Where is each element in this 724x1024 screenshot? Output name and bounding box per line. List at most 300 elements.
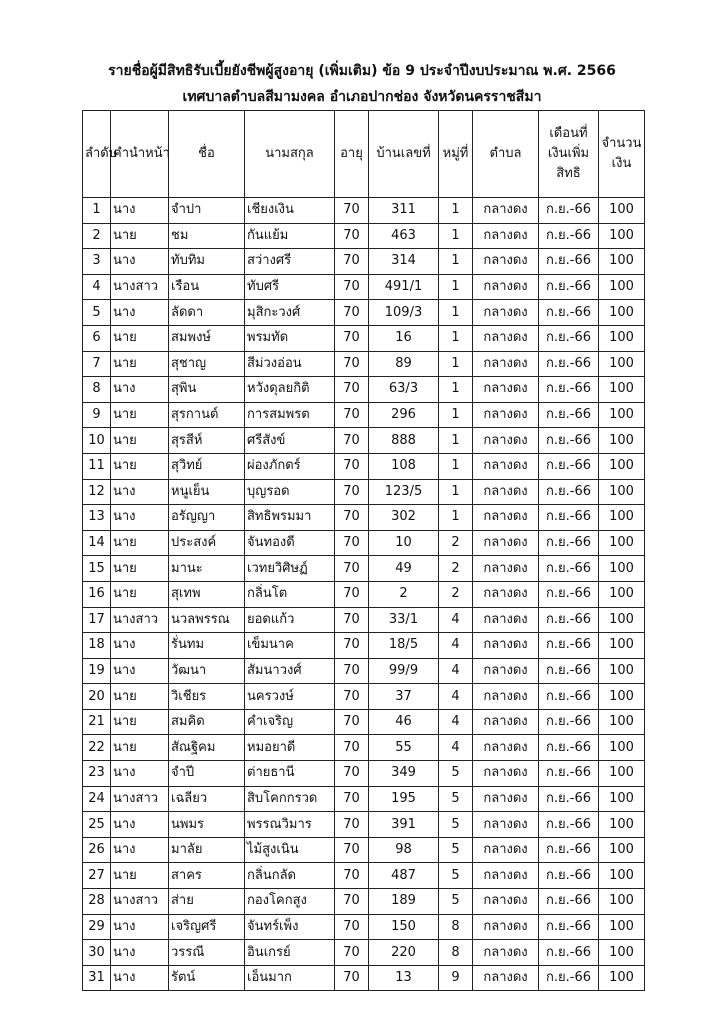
cell-month: ก.ย.-66 [539,556,599,582]
cell-age: 70 [335,889,369,915]
cell-moo: 1 [439,274,473,300]
table-row [83,377,645,403]
cell-no: 30 [83,940,111,966]
cell-house-number: 349 [369,761,439,787]
cell-amount: 100 [599,889,645,915]
cell-prefix: นาย [111,453,169,479]
cell-age: 70 [335,274,369,300]
cell-amount: 100 [599,351,645,377]
cell-last-name: สิทธิพรมมา [245,505,335,531]
cell-age: 70 [335,402,369,428]
cell-amount: 100 [599,607,645,633]
cell-age: 70 [335,351,369,377]
cell-house-number: 98 [369,837,439,863]
cell-prefix: นาย [111,684,169,710]
cell-amount: 100 [599,812,645,838]
header-month [539,111,599,198]
cell-last-name: สัมนาวงศ์ [245,658,335,684]
table-row [83,914,645,940]
cell-first-name: ส่าย [169,889,245,915]
cell-amount: 100 [599,556,645,582]
table-row [83,505,645,531]
cell-tambon: กลางดง [473,556,539,582]
cell-last-name: สิบโคกกรวด [245,786,335,812]
cell-tambon: กลางดง [473,761,539,787]
header-house-number: บ้านเลขที่ [369,111,439,198]
cell-prefix: นาง [111,479,169,505]
cell-amount: 100 [599,198,645,224]
cell-first-name: วรรณี [169,940,245,966]
cell-last-name: ศรีสังข์ [245,428,335,454]
cell-last-name: เข็มนาค [245,633,335,659]
cell-prefix: นาง [111,198,169,224]
cell-house-number: 46 [369,709,439,735]
table-row [83,889,645,915]
cell-prefix: นาง [111,965,169,991]
cell-month: ก.ย.-66 [539,812,599,838]
cell-house-number: 109/3 [369,300,439,326]
cell-no: 9 [83,402,111,428]
cell-first-name: ชม [169,223,245,249]
cell-first-name: สุชาญ [169,351,245,377]
cell-tambon: กลางดง [473,863,539,889]
cell-tambon: กลางดง [473,325,539,351]
cell-amount: 100 [599,914,645,940]
cell-amount: 100 [599,735,645,761]
cell-tambon: กลางดง [473,223,539,249]
cell-amount: 100 [599,581,645,607]
cell-age: 70 [335,735,369,761]
cell-house-number: 311 [369,198,439,224]
cell-first-name: มานะ [169,556,245,582]
cell-moo: 1 [439,402,473,428]
table-row [83,274,645,300]
cell-moo: 1 [439,505,473,531]
table-row [83,223,645,249]
cell-moo: 1 [439,351,473,377]
cell-no: 8 [83,377,111,403]
cell-no: 5 [83,300,111,326]
cell-prefix: นาง [111,633,169,659]
cell-moo: 5 [439,786,473,812]
cell-moo: 4 [439,633,473,659]
cell-age: 70 [335,863,369,889]
cell-house-number: 49 [369,556,439,582]
cell-no: 25 [83,812,111,838]
cell-age: 70 [335,453,369,479]
table-body [83,198,645,991]
cell-prefix: นาง [111,914,169,940]
cell-first-name: วัฒนา [169,658,245,684]
cell-first-name: สุพิน [169,377,245,403]
cell-house-number: 55 [369,735,439,761]
cell-last-name: ผ่องภักดร์ [245,453,335,479]
cell-prefix: นาง [111,761,169,787]
cell-amount: 100 [599,837,645,863]
cell-month: ก.ย.-66 [539,505,599,531]
cell-prefix: นางสาว [111,889,169,915]
header-amount-line1: จำนวน [601,135,642,151]
cell-last-name: ต่ายธานี [245,761,335,787]
cell-house-number: 189 [369,889,439,915]
cell-prefix: นาย [111,223,169,249]
cell-age: 70 [335,223,369,249]
table-row [83,709,645,735]
cell-last-name: เวทยวิศิษฏ์ [245,556,335,582]
cell-month: ก.ย.-66 [539,607,599,633]
cell-no: 15 [83,556,111,582]
cell-no: 17 [83,607,111,633]
cell-amount: 100 [599,274,645,300]
cell-tambon: กลางดง [473,479,539,505]
cell-prefix: นางสาว [111,786,169,812]
header-age: อายุ [335,111,369,198]
cell-amount: 100 [599,684,645,710]
cell-age: 70 [335,837,369,863]
cell-house-number: 2 [369,581,439,607]
cell-no: 27 [83,863,111,889]
cell-age: 70 [335,607,369,633]
cell-amount: 100 [599,479,645,505]
cell-age: 70 [335,300,369,326]
cell-prefix: นาง [111,940,169,966]
cell-tambon: กลางดง [473,530,539,556]
cell-tambon: กลางดง [473,300,539,326]
cell-age: 70 [335,530,369,556]
cell-month: ก.ย.-66 [539,965,599,991]
cell-month: ก.ย.-66 [539,940,599,966]
cell-moo: 2 [439,556,473,582]
cell-month: ก.ย.-66 [539,914,599,940]
cell-tambon: กลางดง [473,377,539,403]
cell-last-name: กันแย้ม [245,223,335,249]
cell-amount: 100 [599,709,645,735]
cell-tambon: กลางดง [473,889,539,915]
table-row [83,863,645,889]
cell-age: 70 [335,940,369,966]
cell-amount: 100 [599,428,645,454]
cell-month: ก.ย.-66 [539,863,599,889]
table-row [83,684,645,710]
cell-first-name: สาคร [169,863,245,889]
cell-first-name: ประสงค์ [169,530,245,556]
cell-tambon: กลางดง [473,274,539,300]
cell-house-number: 391 [369,812,439,838]
cell-no: 20 [83,684,111,710]
cell-moo: 8 [439,940,473,966]
cell-first-name: สุรสีห์ [169,428,245,454]
cell-prefix: นาง [111,377,169,403]
cell-amount: 100 [599,761,645,787]
table-row [83,479,645,505]
cell-amount: 100 [599,940,645,966]
table-row [83,300,645,326]
cell-no: 11 [83,453,111,479]
cell-month: ก.ย.-66 [539,684,599,710]
table-row [83,351,645,377]
cell-age: 70 [335,786,369,812]
cell-tambon: กลางดง [473,735,539,761]
cell-house-number: 463 [369,223,439,249]
cell-moo: 5 [439,812,473,838]
cell-house-number: 302 [369,505,439,531]
table-row [83,581,645,607]
table-row [83,325,645,351]
cell-house-number: 89 [369,351,439,377]
cell-moo: 1 [439,479,473,505]
cell-month: ก.ย.-66 [539,709,599,735]
cell-no: 10 [83,428,111,454]
cell-house-number: 37 [369,684,439,710]
cell-moo: 1 [439,325,473,351]
cell-amount: 100 [599,402,645,428]
cell-prefix: นาย [111,556,169,582]
cell-month: ก.ย.-66 [539,325,599,351]
cell-last-name: บุญรอด [245,479,335,505]
cell-no: 3 [83,249,111,275]
cell-age: 70 [335,709,369,735]
cell-month: ก.ย.-66 [539,300,599,326]
cell-no: 28 [83,889,111,915]
cell-amount: 100 [599,453,645,479]
cell-no: 22 [83,735,111,761]
cell-tambon: กลางดง [473,453,539,479]
cell-age: 70 [335,684,369,710]
cell-no: 1 [83,198,111,224]
cell-no: 18 [83,633,111,659]
header-month-line2: เงินเพิ่ม [547,145,590,161]
cell-last-name: จันทร์เพ็ง [245,914,335,940]
cell-prefix: นาง [111,505,169,531]
cell-first-name: วิเชียร [169,684,245,710]
cell-first-name: เจริญศรี [169,914,245,940]
cell-moo: 1 [439,198,473,224]
cell-house-number: 10 [369,530,439,556]
cell-moo: 2 [439,581,473,607]
cell-last-name: เชียงเงิน [245,198,335,224]
cell-first-name: หนูเย็น [169,479,245,505]
cell-house-number: 33/1 [369,607,439,633]
cell-first-name: จำปี [169,761,245,787]
cell-tambon: กลางดง [473,684,539,710]
cell-house-number: 13 [369,965,439,991]
cell-prefix: นาง [111,249,169,275]
cell-house-number: 18/5 [369,633,439,659]
cell-no: 23 [83,761,111,787]
cell-last-name: หวังดุลยกิติ [245,377,335,403]
cell-amount: 100 [599,633,645,659]
cell-first-name: สุเทพ [169,581,245,607]
cell-month: ก.ย.-66 [539,479,599,505]
header-amount-line2: เงิน [611,156,632,171]
cell-tambon: กลางดง [473,607,539,633]
cell-house-number: 314 [369,249,439,275]
cell-amount: 100 [599,505,645,531]
cell-first-name: ทับทิม [169,249,245,275]
cell-no: 4 [83,274,111,300]
header-last-name: นามสกุล [245,111,335,198]
cell-moo: 2 [439,530,473,556]
cell-prefix: นาย [111,863,169,889]
cell-month: ก.ย.-66 [539,351,599,377]
cell-last-name: มุสิกะวงศ์ [245,300,335,326]
cell-age: 70 [335,658,369,684]
cell-tambon: กลางดง [473,428,539,454]
cell-first-name: เฉลียว [169,786,245,812]
header-month-line1: เดือนที่ [549,125,588,141]
header-prefix: คำนำหน้า [111,111,169,198]
table-row [83,837,645,863]
table-row [83,428,645,454]
cell-month: ก.ย.-66 [539,581,599,607]
cell-month: ก.ย.-66 [539,428,599,454]
cell-tambon: กลางดง [473,505,539,531]
cell-moo: 4 [439,735,473,761]
cell-prefix: นาย [111,530,169,556]
cell-first-name: จำปา [169,198,245,224]
header-first-name: ชื่อ [169,111,245,198]
cell-first-name: ลัดดา [169,300,245,326]
cell-tambon: กลางดง [473,658,539,684]
cell-age: 70 [335,377,369,403]
header-amount [599,111,645,198]
cell-moo: 1 [439,453,473,479]
cell-first-name: นวลพรรณ [169,607,245,633]
cell-age: 70 [335,965,369,991]
cell-prefix: นาง [111,658,169,684]
cell-month: ก.ย.-66 [539,658,599,684]
cell-prefix: นางสาว [111,607,169,633]
table-row [83,530,645,556]
cell-first-name: รัตน์ [169,965,245,991]
cell-last-name: การสมพรต [245,402,335,428]
cell-prefix: นาย [111,351,169,377]
cell-first-name: สัณฐิคม [169,735,245,761]
table-row [83,607,645,633]
header-no: ลำดับ [83,111,111,198]
cell-first-name: สุวิทย์ [169,453,245,479]
document-subtitle: เทศบาลตำบลสีมามงคล อำเภอปากช่อง จังหวัดนครราชสีมา [182,89,542,105]
cell-no: 24 [83,786,111,812]
cell-moo: 1 [439,223,473,249]
cell-last-name: พรมทัด [245,325,335,351]
header-month-line3: สิทธิ [556,166,581,182]
cell-prefix: นาง [111,812,169,838]
cell-no: 29 [83,914,111,940]
cell-moo: 1 [439,428,473,454]
cell-age: 70 [335,761,369,787]
cell-age: 70 [335,198,369,224]
table-row [83,249,645,275]
cell-tambon: กลางดง [473,940,539,966]
cell-age: 70 [335,556,369,582]
cell-house-number: 491/1 [369,274,439,300]
cell-tambon: กลางดง [473,581,539,607]
cell-prefix: นาย [111,709,169,735]
cell-no: 2 [83,223,111,249]
cell-first-name: สมคิด [169,709,245,735]
cell-last-name: อินเกรย์ [245,940,335,966]
header-tambon: ตำบล [473,111,539,198]
cell-last-name: เอ็นมาก [245,965,335,991]
cell-month: ก.ย.-66 [539,530,599,556]
cell-prefix: นาง [111,300,169,326]
cell-month: ก.ย.-66 [539,377,599,403]
cell-tambon: กลางดง [473,709,539,735]
cell-tambon: กลางดง [473,198,539,224]
cell-last-name: ยอดแก้ว [245,607,335,633]
cell-month: ก.ย.-66 [539,889,599,915]
cell-amount: 100 [599,658,645,684]
cell-house-number: 195 [369,786,439,812]
cell-month: ก.ย.-66 [539,786,599,812]
cell-last-name: จันทองดี [245,530,335,556]
cell-moo: 4 [439,684,473,710]
cell-age: 70 [335,505,369,531]
cell-first-name: นพมร [169,812,245,838]
cell-moo: 4 [439,607,473,633]
cell-last-name: นครวงษ์ [245,684,335,710]
cell-last-name: สว่างศรี [245,249,335,275]
cell-moo: 4 [439,709,473,735]
cell-house-number: 108 [369,453,439,479]
cell-tambon: กลางดง [473,786,539,812]
table-row [83,402,645,428]
cell-house-number: 99/9 [369,658,439,684]
cell-amount: 100 [599,300,645,326]
cell-first-name: รั่นทม [169,633,245,659]
cell-no: 6 [83,325,111,351]
cell-no: 16 [83,581,111,607]
cell-month: ก.ย.-66 [539,249,599,275]
cell-prefix: นาง [111,837,169,863]
cell-last-name: กลิ่นโต [245,581,335,607]
cell-month: ก.ย.-66 [539,274,599,300]
cell-month: ก.ย.-66 [539,198,599,224]
cell-amount: 100 [599,377,645,403]
cell-prefix: นาย [111,402,169,428]
cell-prefix: นาย [111,428,169,454]
cell-moo: 1 [439,377,473,403]
cell-age: 70 [335,249,369,275]
cell-no: 7 [83,351,111,377]
document-title: รายชื่อผู้มีสิทธิรับเบี้ยยังชีพผู้สูงอายุ (เพิ่มเติม) ข้อ 9 ประจำปีงบประมาณ พ.ศ. 2566 [108,63,616,79]
cell-house-number: 63/3 [369,377,439,403]
cell-month: ก.ย.-66 [539,837,599,863]
cell-last-name: กองโคกสูง [245,889,335,915]
table-row [83,658,645,684]
cell-moo: 1 [439,249,473,275]
cell-amount: 100 [599,965,645,991]
cell-house-number: 888 [369,428,439,454]
table-row [83,198,645,224]
cell-age: 70 [335,633,369,659]
cell-moo: 5 [439,761,473,787]
cell-moo: 5 [439,863,473,889]
cell-amount: 100 [599,530,645,556]
cell-no: 13 [83,505,111,531]
cell-last-name: กลิ่นกลัด [245,863,335,889]
cell-moo: 8 [439,914,473,940]
cell-month: ก.ย.-66 [539,453,599,479]
table-row [83,556,645,582]
cell-last-name: พรรณวิมาร [245,812,335,838]
cell-age: 70 [335,479,369,505]
cell-house-number: 150 [369,914,439,940]
cell-last-name: คำเจริญ [245,709,335,735]
cell-amount: 100 [599,223,645,249]
cell-month: ก.ย.-66 [539,223,599,249]
